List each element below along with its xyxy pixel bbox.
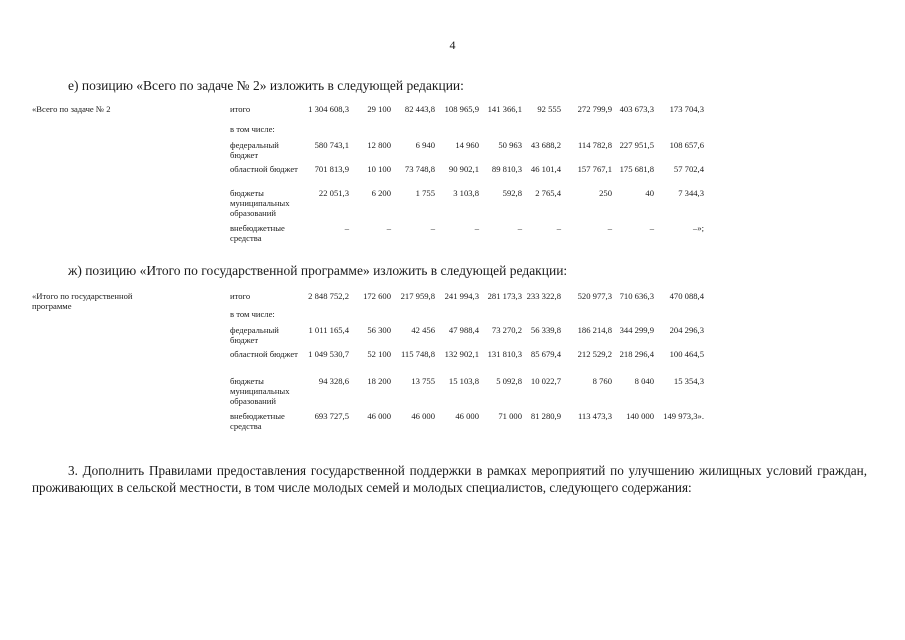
- table-cell: 15 354,3: [673, 376, 704, 386]
- paragraph-3-text: 3. Дополнить Правилами предоставления государственной поддержки в рамках мероприятий по улучшению жилищных условий граждан, проживающих в сельской местности, в том числе молодых семей и молодых специалистов, следующего содержания:: [32, 463, 867, 495]
- table-cell: 580 743,1: [314, 140, 349, 150]
- table-cell: 10 100: [367, 164, 391, 174]
- table-cell: 5 092,8: [496, 376, 522, 386]
- row-label: внебюджетные средства: [230, 411, 285, 431]
- table-cell: 85 679,4: [530, 349, 561, 359]
- table-cell: 173 704,3: [669, 104, 704, 114]
- table-cell: 29 100: [367, 104, 391, 114]
- table-cell: 7 344,3: [678, 188, 704, 198]
- table-position-label: «Итого по государственной программе: [32, 291, 133, 311]
- table-cell: 40: [645, 188, 654, 198]
- table-cell: 149 973,3».: [663, 411, 704, 421]
- table-cell: 241 994,3: [444, 291, 479, 301]
- table-cell: 6 940: [415, 140, 435, 150]
- table-cell: 46 000: [455, 411, 479, 421]
- section-e-heading: е) позицию «Всего по задаче № 2» изложить в следующей редакции:: [68, 78, 464, 93]
- table-cell: –: [344, 223, 349, 233]
- table-cell: 175 681,8: [619, 164, 654, 174]
- table-cell: 140 000: [626, 411, 654, 421]
- table-cell: 344 299,9: [619, 325, 654, 335]
- table-cell: 520 977,3: [577, 291, 612, 301]
- table-cell: 218 296,4: [619, 349, 654, 359]
- table-cell: 92 555: [537, 104, 561, 114]
- table-cell: –: [517, 223, 522, 233]
- table-cell: 100 464,5: [669, 349, 704, 359]
- table-cell: 12 800: [367, 140, 391, 150]
- table-cell: 186 214,8: [577, 325, 612, 335]
- table-cell: 141 366,1: [487, 104, 522, 114]
- table-cell: 157 767,1: [577, 164, 612, 174]
- table-cell: 56 339,8: [530, 325, 561, 335]
- table-cell: 1 011 165,4: [308, 325, 349, 335]
- table-cell: 22 051,3: [318, 188, 349, 198]
- table-cell: –»;: [693, 223, 704, 233]
- table-cell: 233 322,8: [526, 291, 561, 301]
- table-cell: 592,8: [502, 188, 522, 198]
- table-cell: –: [430, 223, 435, 233]
- table-cell: 94 328,6: [318, 376, 349, 386]
- table-cell: 1 304 608,3: [308, 104, 349, 114]
- table-cell: 701 813,9: [314, 164, 349, 174]
- table-cell: 281 173,3: [487, 291, 522, 301]
- table-cell: 403 673,3: [619, 104, 654, 114]
- table-cell: 46 000: [367, 411, 391, 421]
- table-cell: –: [607, 223, 612, 233]
- row-label: итого: [230, 291, 251, 301]
- table-cell: 114 782,8: [577, 140, 612, 150]
- table-cell: 56 300: [367, 325, 391, 335]
- table-cell: 47 988,4: [448, 325, 479, 335]
- table-cell: 82 443,8: [404, 104, 435, 114]
- table-cell: 132 902,1: [444, 349, 479, 359]
- table-cell: 1 049 530,7: [308, 349, 349, 359]
- table-cell: 115 748,8: [400, 349, 435, 359]
- table-cell: 73 270,2: [491, 325, 522, 335]
- table-cell: 227 951,5: [619, 140, 654, 150]
- table-cell: 113 473,3: [577, 411, 612, 421]
- table-cell: 50 963: [498, 140, 522, 150]
- table-cell: –: [556, 223, 561, 233]
- row-label: в том числе:: [230, 309, 275, 319]
- table-cell: 10 022,7: [530, 376, 561, 386]
- page-number: 4: [449, 38, 456, 52]
- table-cell: 46 101,4: [530, 164, 561, 174]
- table-position-label: «Всего по задаче № 2: [32, 104, 111, 114]
- table-cell: 2 765,4: [535, 188, 561, 198]
- table-cell: –: [386, 223, 391, 233]
- row-label: внебюджетные средства: [230, 223, 285, 243]
- table-cell: 470 088,4: [669, 291, 704, 301]
- table-cell: 710 636,3: [619, 291, 654, 301]
- table-cell: 2 848 752,2: [308, 291, 349, 301]
- table-cell: 131 810,3: [487, 349, 522, 359]
- table-cell: 212 529,2: [577, 349, 612, 359]
- table-cell: 8 760: [592, 376, 612, 386]
- table-cell: 272 799,9: [577, 104, 612, 114]
- paragraph-3: [32, 462, 867, 496]
- table-cell: 108 657,6: [669, 140, 704, 150]
- table-cell: 89 810,3: [491, 164, 522, 174]
- table-cell: 15 103,8: [448, 376, 479, 386]
- table-cell: 172 600: [363, 291, 391, 301]
- table-cell: –: [649, 223, 654, 233]
- row-label: в том числе:: [230, 124, 275, 134]
- table-cell: 90 902,1: [448, 164, 479, 174]
- table-cell: 14 960: [455, 140, 479, 150]
- table-cell: 81 280,9: [530, 411, 561, 421]
- row-label: бюджеты муниципальных образований: [230, 376, 290, 406]
- row-label: итого: [230, 104, 251, 114]
- table-cell: 52 100: [367, 349, 391, 359]
- table-cell: 1 755: [415, 188, 435, 198]
- table-cell: 18 200: [367, 376, 391, 386]
- table-cell: –: [474, 223, 479, 233]
- table-cell: 3 103,8: [453, 188, 479, 198]
- row-label: областной бюджет: [230, 349, 298, 359]
- section-zh-heading: ж) позицию «Итого по государственной программе» изложить в следующей редакции:: [68, 263, 568, 278]
- row-label: федеральный бюджет: [230, 325, 279, 345]
- row-label: областной бюджет: [230, 164, 298, 174]
- row-label: федеральный бюджет: [230, 140, 279, 160]
- table-cell: 6 200: [371, 188, 391, 198]
- table-cell: 57 702,4: [673, 164, 704, 174]
- table-cell: 204 296,3: [669, 325, 704, 335]
- table-cell: 43 688,2: [530, 140, 561, 150]
- table-cell: 42 456: [411, 325, 435, 335]
- table-cell: 46 000: [411, 411, 435, 421]
- table-cell: 8 040: [634, 376, 654, 386]
- table-cell: 108 965,9: [444, 104, 479, 114]
- table-cell: 73 748,8: [404, 164, 435, 174]
- row-label: бюджеты муниципальных образований: [230, 188, 290, 218]
- table-cell: 13 755: [411, 376, 435, 386]
- table-cell: 217 959,8: [400, 291, 435, 301]
- table-cell: 250: [599, 188, 612, 198]
- table-cell: 693 727,5: [314, 411, 349, 421]
- table-cell: 71 000: [498, 411, 522, 421]
